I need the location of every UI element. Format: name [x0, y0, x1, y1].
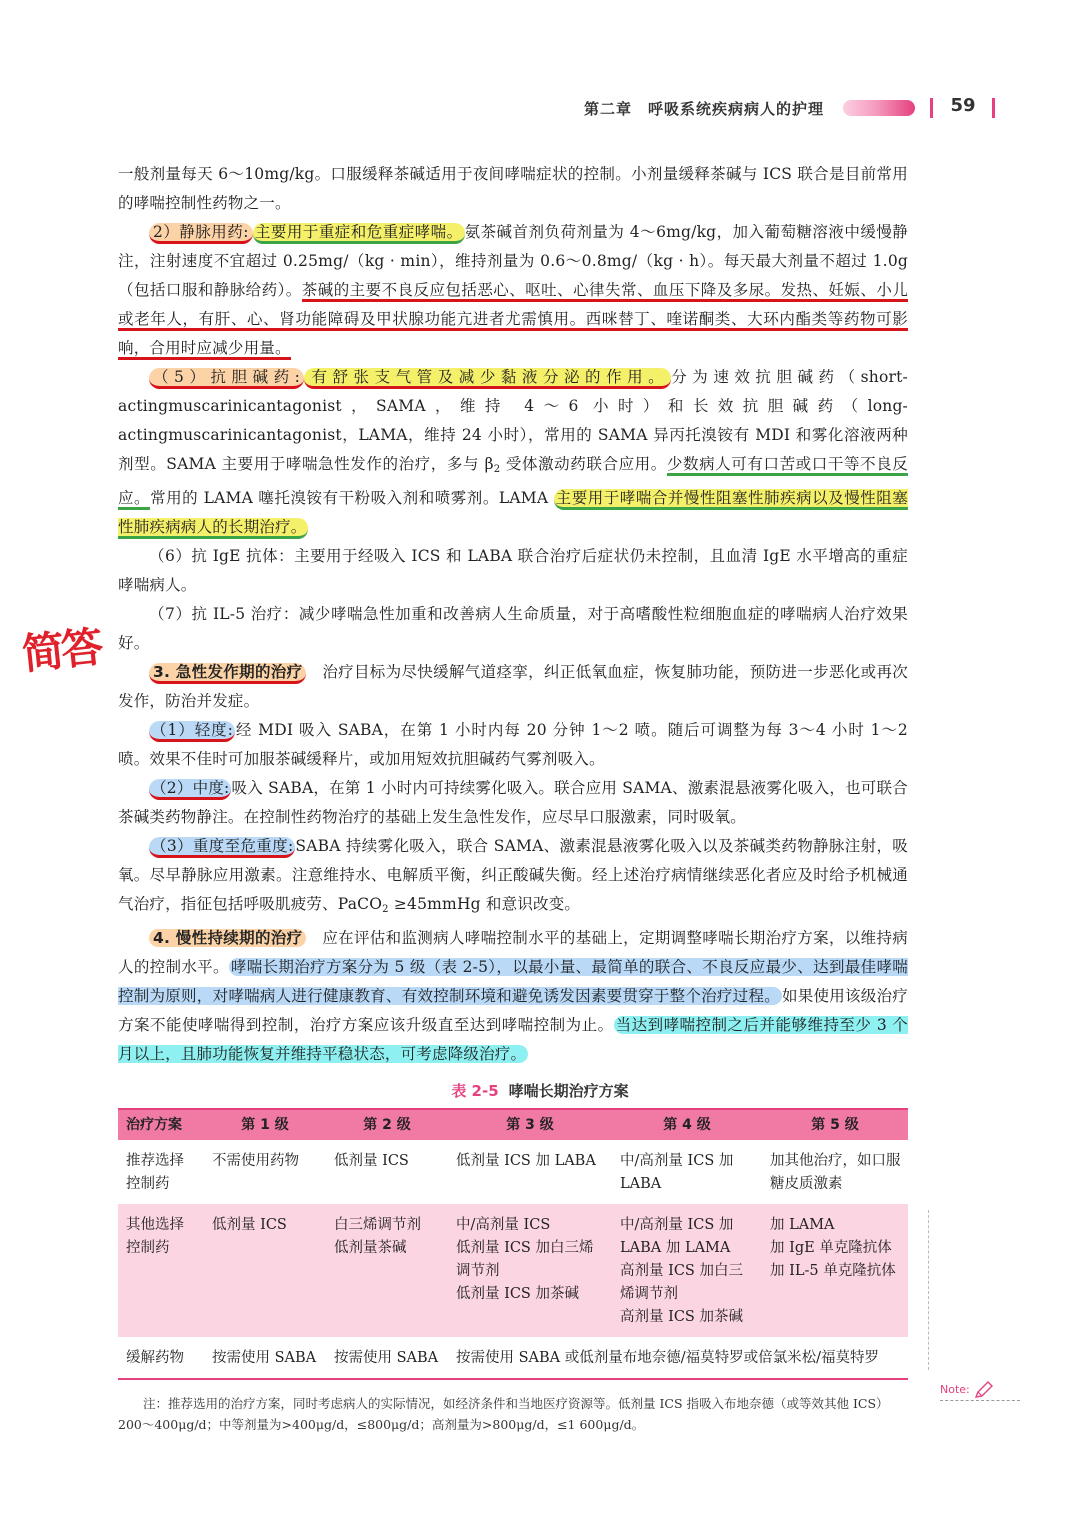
text-span: SABA 持续雾化吸入，联合 SAMA、激素混悬液雾化吸入以及茶碱类药物静脉注射，吸氧。尽早静脉应用激素。注意维持水、电解质平衡，纠正酸碱失衡。经上述治疗病情继续恶化者应及时给予机械通气治疗，指征包括呼吸肌疲劳、PaCO	[118, 837, 908, 913]
table-header-row	[118, 1109, 908, 1140]
section-heading: 4. 慢性持续期的治疗	[149, 929, 306, 947]
column-header: 第 5 级	[762, 1109, 908, 1140]
text-span: 常用的 LAMA 噻托溴铵有干粉吸入剂和喷雾剂。LAMA	[150, 489, 554, 507]
cell-line: 中/高剂量 ICS	[456, 1217, 551, 1233]
cell-line: 白三烯调节剂	[334, 1217, 421, 1233]
subscript: 2	[382, 904, 389, 915]
section-heading: 3. 急性发作期的治疗	[149, 663, 306, 684]
table-cell: 加其他治疗，如口服糖皮质激素	[770, 1153, 901, 1192]
table-cell: 低剂量 ICS 加 LABA	[456, 1153, 596, 1169]
subsection-label: 2）静脉用药:	[149, 223, 253, 244]
cell-line: 加 IL-5 单克隆抗体	[770, 1263, 896, 1279]
table-cell: 低剂量 ICS	[204, 1204, 326, 1337]
header-divider	[992, 98, 995, 118]
cell-line: 中/高剂量 ICS 加 LABA 加 LAMA	[620, 1217, 734, 1256]
table-cell	[612, 1204, 762, 1337]
note-label	[940, 1380, 995, 1400]
pencil-icon	[973, 1380, 995, 1400]
cell-line: 高剂量 ICS 加茶碱	[620, 1309, 743, 1325]
highlighted-text: 哮喘长期治疗方案分为 5 级（表 2-5），以最小量、最简单的联合、不良反应最少、达到最佳哮喘控制为原则，对哮喘病人进行健康教育、有效控制环境和避免诱发因素要贯穿于整个治疗过程。	[118, 958, 908, 1005]
table-cell	[448, 1204, 612, 1337]
page-header	[0, 92, 1080, 124]
paragraph: （6）抗 IgE 抗体：主要用于经吸入 ICS 和 LABA 联合治疗后症状仍未控制，且血清 IgE 水平增高的重症哮喘病人。	[118, 547, 908, 594]
highlighted-text: 主要用于重症和危重症哮喘。	[253, 223, 465, 244]
section-chronic	[118, 924, 908, 1069]
handwritten-annotation: 简答	[19, 622, 103, 679]
text-span: 应在评估和监测病人哮喘控制水平的基础上，定期调整哮喘长期治疗方案，以维持病人的控制水平。	[118, 929, 908, 976]
table-caption	[0, 1080, 1080, 1101]
cell-line: 高剂量 ICS 加白三烯调节剂	[620, 1263, 743, 1302]
page-number: 59	[950, 95, 976, 116]
paragraph-mild	[118, 716, 908, 774]
cell-line: 低剂量茶碱	[334, 1240, 407, 1256]
table-cell	[326, 1204, 448, 1337]
row-label: 推荐选择控制药	[126, 1153, 184, 1192]
note-rule	[940, 1400, 1020, 1401]
paragraph-moderate	[118, 774, 908, 832]
row-label: 缓解药物	[118, 1337, 204, 1379]
subsection-label: （3）重度至危重度:	[149, 837, 295, 858]
paragraph: （7）抗 IL-5 治疗：减少哮喘急性加重和改善病人生命质量，对于高嗜酸性粒细胞血症的哮喘病人治疗效果好。	[118, 605, 908, 652]
highlighted-text: 当达到哮喘控制之后并能够维持至少 3 个月以上，且肺功能恢复并维持平稳状态，可考虑降级治疗。	[118, 1016, 908, 1063]
table-number: 表 2-5	[451, 1082, 499, 1100]
cell-line: 低剂量 ICS 加茶碱	[456, 1286, 579, 1302]
subscript: 2	[493, 464, 501, 475]
text-span: 如果使用该级治疗方案不能使哮喘得到控制，治疗方案应该升级直至达到哮喘控制为止。	[118, 987, 908, 1034]
subsection-label: （5）抗胆碱药:	[149, 368, 304, 389]
highlighted-text: 主要用于哮喘合并慢性阻塞性肺疾病以及慢性阻塞性肺疾病病人的长期治疗。	[118, 489, 908, 539]
cell-line: 加 IgE 单克隆抗体	[770, 1240, 892, 1256]
highlighted-text: 有舒张支气管及减少黏液分泌的作用。	[304, 368, 671, 389]
paragraph-iv-drugs	[118, 218, 908, 363]
cell-line: 加 LAMA	[770, 1217, 835, 1233]
table-cell: 不需使用药物	[212, 1153, 299, 1169]
chapter-title: 第二章 呼吸系统疾病病人的护理	[583, 100, 824, 118]
table-cell: 按需使用 SABA	[326, 1337, 448, 1379]
paragraph-anticholinergic	[118, 363, 908, 542]
table-cell	[762, 1204, 908, 1337]
subsection-label: （1）轻度:	[149, 721, 235, 742]
column-header: 第 1 级	[204, 1109, 326, 1140]
table-row	[118, 1140, 908, 1204]
table-cell: 中/高剂量 ICS 加 LABA	[620, 1153, 734, 1192]
subsection-label: （2）中度:	[149, 779, 231, 800]
column-header: 第 3 级	[448, 1109, 612, 1140]
text-span: ≥45mmHg 和意识改变。	[388, 895, 581, 913]
text-span: 治疗目标为尽快缓解气道痉挛，纠正低氧血症，恢复肺功能，预防进一步恶化或再次发作，防治并发症。	[118, 663, 908, 710]
margin-divider	[928, 1210, 929, 1370]
text-span: 氨茶碱首剂负荷剂量为 4～6mg/kg，加入葡萄糖溶液中缓慢静注，注射速度不宜超过 0.25mg/（kg · min），维持剂量为 0.6～0.8mg/（kg · h）。每天最大剂量不超过 1.0g（包括口服和静脉给药）。	[118, 223, 909, 299]
table-cell: 低剂量 ICS	[334, 1153, 409, 1169]
row-label: 其他选择控制药	[118, 1204, 204, 1337]
text-span: 受体激动药联合应用。	[500, 455, 667, 473]
section-acute	[118, 658, 908, 716]
text-span: 吸入 SABA，在第 1 小时内可持续雾化吸入。联合应用 SAMA、激素混悬液雾化吸入，也可联合茶碱类药物静注。在控制性药物治疗的基础上发生急性发作，应尽早口服激素，同时吸氧。	[118, 779, 908, 826]
column-header: 第 2 级	[326, 1109, 448, 1140]
column-header: 第 4 级	[612, 1109, 762, 1140]
text-span: 分为速效抗胆碱药（short-actingmuscarinicantagonist，SAMA，维持 4～6 小时）和长效抗胆碱药（long-actingmuscarinicantagonist，LAMA，维持 24 小时），常用的 SAMA 异丙托溴铵有 MDI 和雾化溶液两种剂型。SAMA 主要用于哮喘急性发作的治疗，多与 β	[118, 368, 908, 473]
body-text	[118, 160, 908, 1069]
paragraph-severe	[118, 832, 908, 924]
text-span: 经 MDI 吸入 SABA，在第 1 小时内每 20 分钟 1～2 喷。随后可调整为每 3～4 小时 1～2 喷。效果不佳时可加服茶碱缓释片，或加用短效抗胆碱药气雾剂吸入。	[118, 721, 908, 768]
table-title: 哮喘长期治疗方案	[508, 1082, 629, 1100]
column-header: 治疗方案	[118, 1109, 204, 1140]
table-cell: 按需使用 SABA 或低剂量布地奈德/福莫特罗或倍氯米松/福莫特罗	[448, 1337, 908, 1379]
note-text: Note:	[940, 1383, 970, 1396]
paragraph: 一般剂量每天 6～10mg/kg。口服缓释茶碱适用于夜间哮喘症状的控制。小剂量缓释茶碱与 ICS 联合是目前常用的哮喘控制性药物之一。	[118, 165, 908, 212]
treatment-plan-table	[118, 1108, 908, 1380]
table-row	[118, 1337, 908, 1379]
table-note: 注：推荐选用的治疗方案，同时考虑病人的实际情况，如经济条件和当地医疗资源等。低剂量 ICS 指吸入布地奈德（或等效其他 ICS）200～400μg/d；中等剂量为>400μg/d，≤800μg/d；高剂量为>800μg/d，≤1 600μg/d。	[118, 1395, 889, 1432]
cell-line: 低剂量 ICS 加白三烯调节剂	[456, 1240, 594, 1279]
underlined-text: 茶碱的主要不良反应包括恶心、呕吐、心律失常、血压下降及多尿。发热、妊娠、小儿或老年人，有肝、心、肾功能障碍及甲状腺功能亢进者尤需慎用。西咪替丁、喹诺酮类、大环内酯类等药物可影响，合用时应减少用量。	[118, 281, 908, 360]
table-row	[118, 1204, 908, 1337]
table-cell: 按需使用 SABA	[204, 1337, 326, 1379]
header-divider	[930, 98, 933, 118]
header-decoration	[843, 100, 915, 116]
underlined-text: 少数病人可有口苦或口干等不良反应。	[118, 455, 908, 510]
